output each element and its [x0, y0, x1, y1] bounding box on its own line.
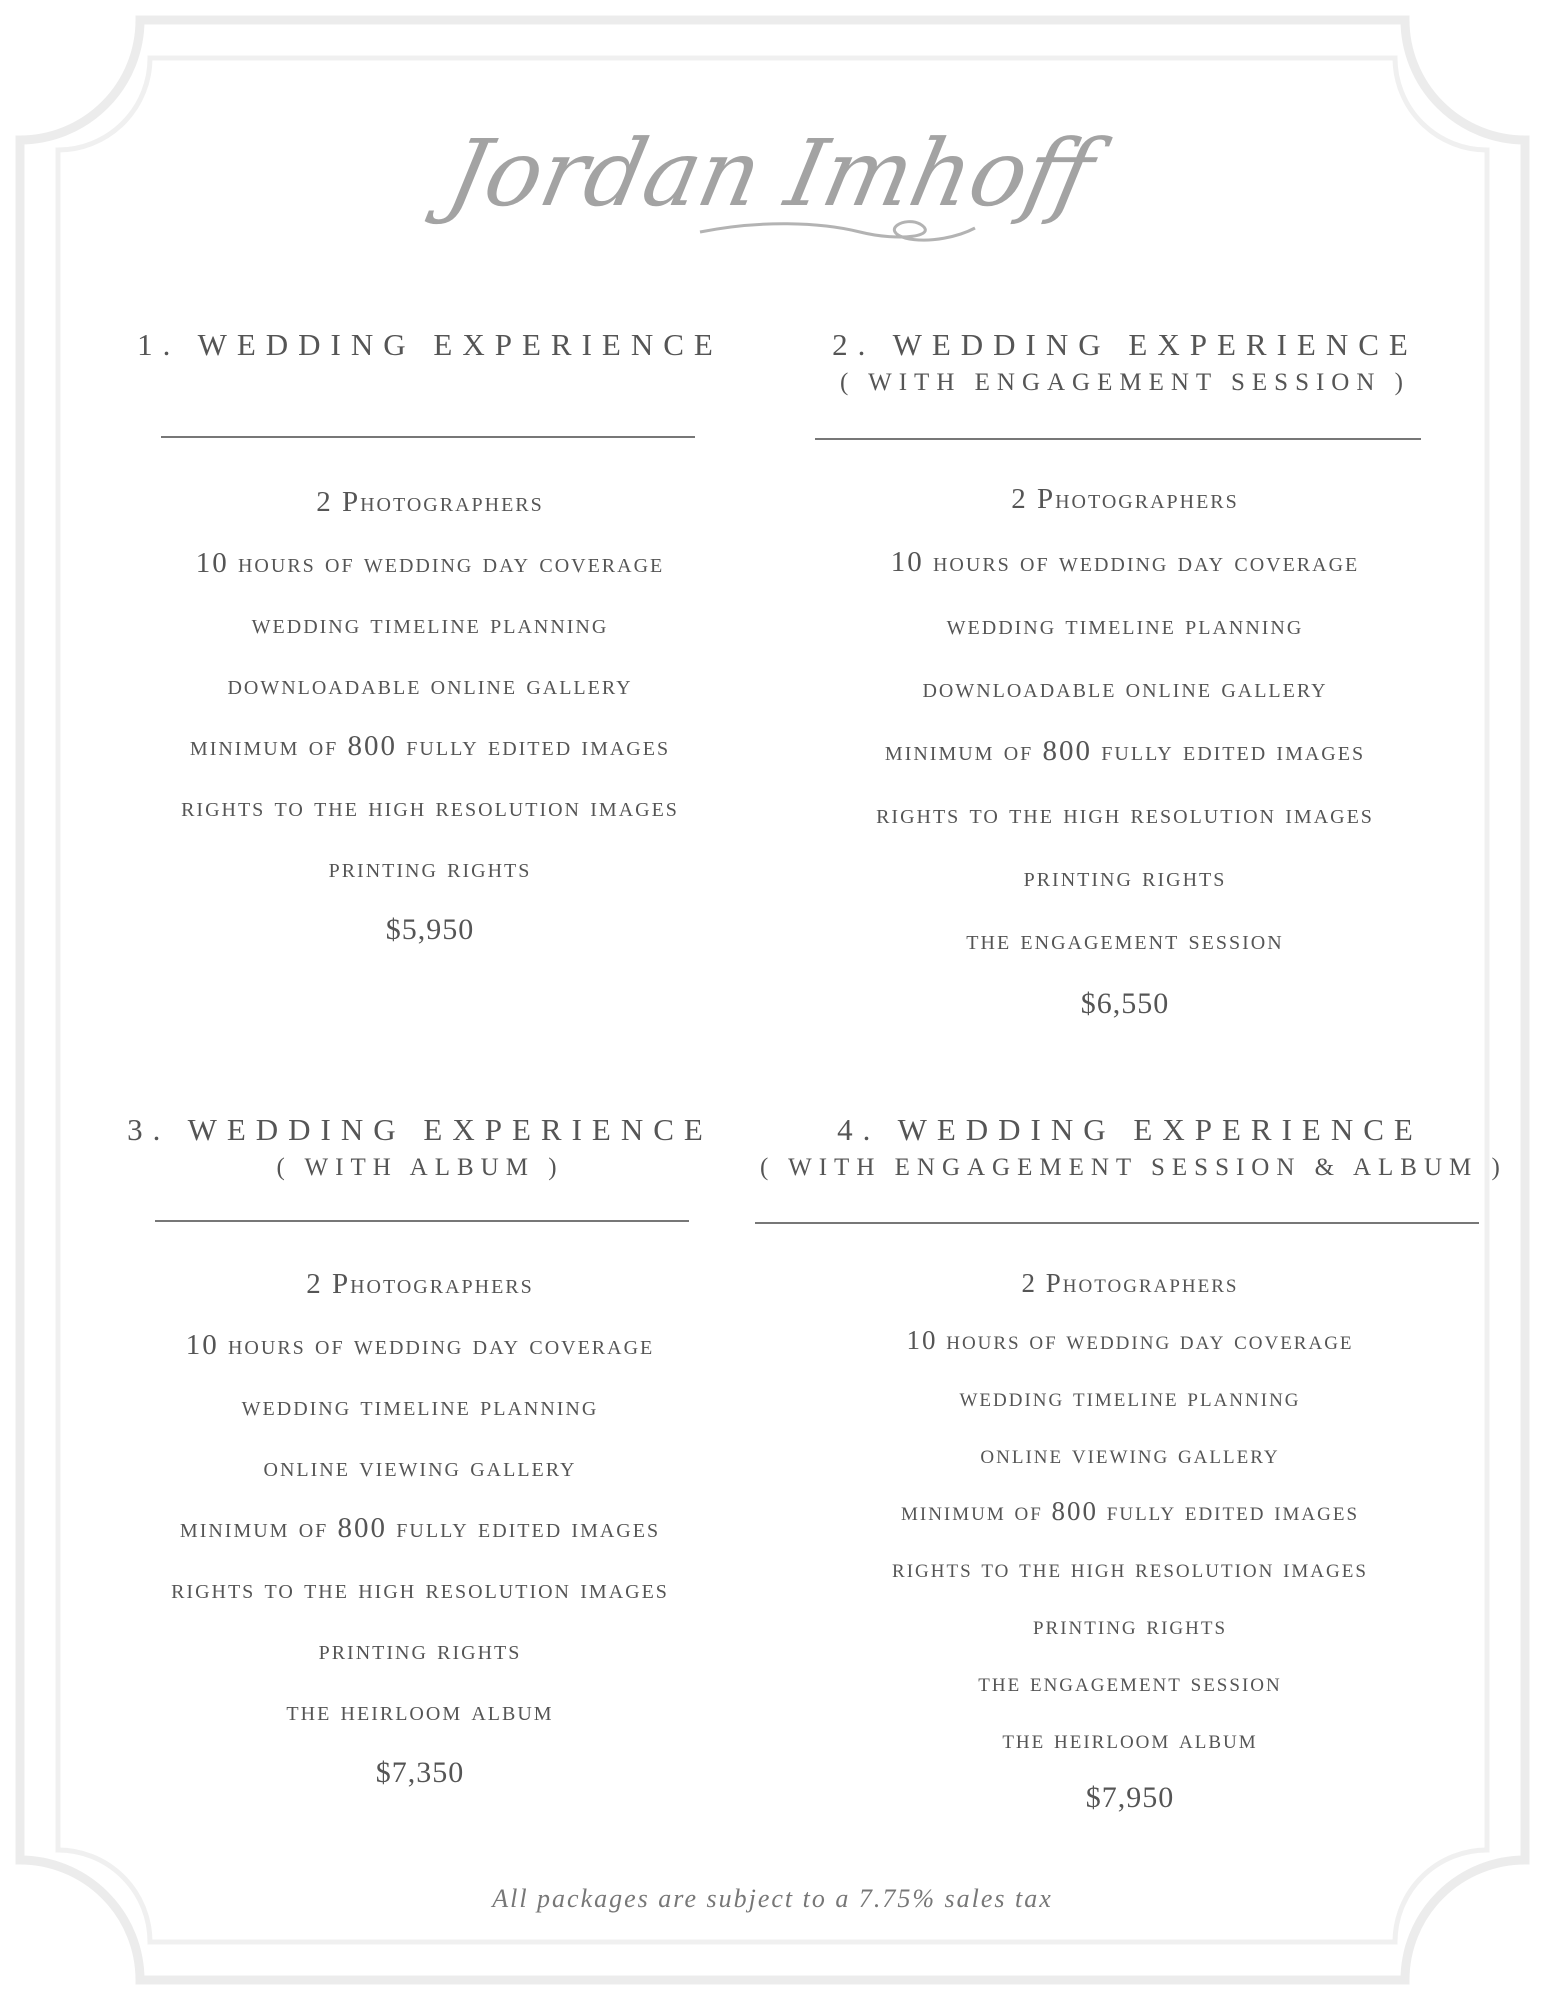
list-item: minimum of 800 fully edited images	[179, 1512, 661, 1544]
package-title: 3. WEDDING EXPERIENCE	[127, 1112, 713, 1147]
package-price: $7,950	[1085, 1781, 1175, 1814]
list-item: rights to the high resolution images	[171, 1573, 669, 1605]
package-3-details	[120, 1268, 720, 1790]
package-3	[120, 1110, 720, 1186]
list-item: minimum of 800 fully edited images	[189, 730, 671, 762]
list-item: 10 hours of wedding day coverage	[195, 547, 665, 579]
list-item: rights to the high resolution images	[181, 791, 679, 823]
package-4	[760, 1110, 1507, 1186]
list-item: the heirloom album	[1002, 1724, 1258, 1754]
list-item: 2 Photographers	[1011, 483, 1239, 515]
list-item: the engagement session	[966, 924, 1284, 956]
list-item: printing rights	[328, 852, 532, 884]
package-1-details	[130, 486, 730, 947]
package-3-divider	[155, 1220, 689, 1222]
package-2-divider	[815, 438, 1421, 440]
list-item: 10 hours of wedding day coverage	[185, 1329, 655, 1361]
package-1-divider	[161, 436, 695, 438]
list-item: minimum of 800 fully edited images	[884, 735, 1366, 767]
list-item: wedding timeline planning	[946, 609, 1304, 641]
package-title: 2. WEDDING EXPERIENCE	[832, 327, 1418, 362]
package-subtitle: ( WITH ENGAGEMENT SESSION & ALBUM )	[760, 1154, 1507, 1181]
package-2	[815, 325, 1435, 401]
package-price: $5,950	[385, 913, 475, 946]
list-item: downloadable online gallery	[922, 672, 1328, 704]
list-item: 2 Photographers	[1021, 1268, 1239, 1298]
list-item: wedding timeline planning	[241, 1390, 599, 1422]
package-price: $7,350	[375, 1756, 465, 1789]
list-item: 10 hours of wedding day coverage	[906, 1325, 1354, 1355]
list-item: minimum of 800 fully edited images	[900, 1496, 1360, 1526]
list-item: printing rights	[1032, 1610, 1228, 1640]
package-1	[130, 325, 730, 365]
list-item: wedding timeline planning	[959, 1382, 1301, 1412]
list-item: rights to the high resolution images	[892, 1553, 1368, 1583]
list-item: 2 Photographers	[316, 486, 544, 518]
package-subtitle: ( WITH ENGAGEMENT SESSION )	[840, 369, 1410, 396]
package-price: $6,550	[1080, 987, 1170, 1020]
package-2-details	[815, 483, 1435, 1021]
brand-logo	[0, 0, 1545, 280]
package-4-details	[760, 1268, 1500, 1815]
list-item: printing rights	[1023, 861, 1227, 893]
feature-list	[760, 1268, 1500, 1781]
list-item: 2 Photographers	[306, 1268, 534, 1300]
list-item: rights to the high resolution images	[876, 798, 1374, 830]
list-item: the engagement session	[978, 1667, 1282, 1697]
package-subtitle: ( WITH ALBUM )	[276, 1154, 564, 1181]
list-item: online viewing gallery	[980, 1439, 1280, 1469]
brand-name: Jordan Imhoff	[438, 119, 1104, 227]
feature-list	[815, 483, 1435, 987]
package-title: 1. WEDDING EXPERIENCE	[137, 327, 723, 362]
package-4-divider	[755, 1222, 1479, 1224]
list-item: the heirloom album	[286, 1695, 554, 1727]
feature-list	[130, 486, 730, 913]
list-item: 10 hours of wedding day coverage	[890, 546, 1360, 578]
sales-tax-note: All packages are subject to a 7.75% sales tax	[492, 1884, 1053, 1913]
list-item: online viewing gallery	[263, 1451, 577, 1483]
list-item: printing rights	[318, 1634, 522, 1666]
package-title: 4. WEDDING EXPERIENCE	[837, 1112, 1423, 1147]
feature-list	[120, 1268, 720, 1756]
list-item: downloadable online gallery	[227, 669, 633, 701]
list-item: wedding timeline planning	[251, 608, 609, 640]
